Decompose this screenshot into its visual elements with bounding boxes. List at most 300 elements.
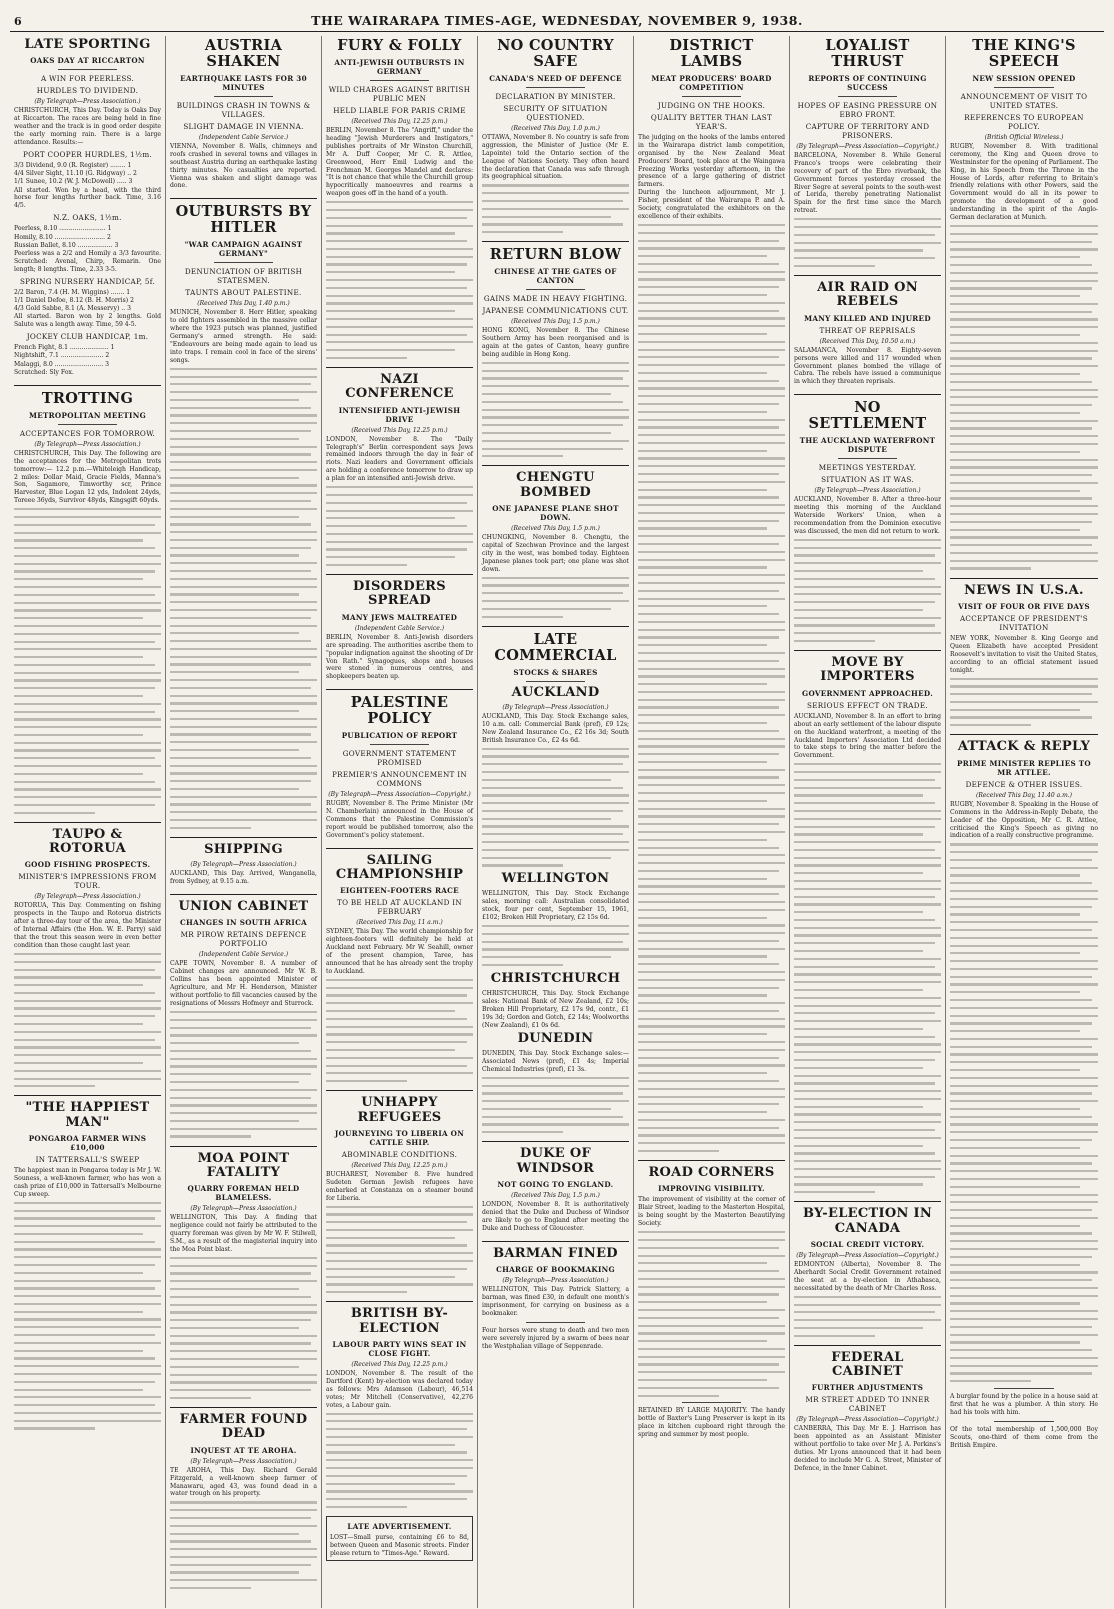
body-text: Stock Exchange sales: National Bank of New Zealand, £2 10s; Broken Hill Proprietary, £2 17s 9d, contr., £1 19s 3d; Gordon and Gotch, £2 14s; Woolworths (New Zealand), £1 0s 6d.: [482, 990, 630, 1029]
article-body: [170, 143, 317, 191]
text-continuation: [950, 678, 1098, 727]
article-body: The happiest man in Pongaroa today is Mr J. W. Souness, a well-known farmer, who has won a cash prize of £10,000 in Tattersall's Melbourne Cup sweep.: [14, 1167, 161, 1198]
section-divider: [794, 650, 941, 651]
dateline: TE AROHA, This Day.: [170, 1466, 256, 1474]
race-result: Russian Ballet, 8.10 .................. 3: [14, 241, 119, 249]
headline: RETURN BLOW: [489, 246, 622, 264]
article-body: [14, 450, 161, 505]
article-by-election-canada: [794, 1207, 941, 1336]
subheadline: EIGHTEEN-FOOTERS RACE: [340, 886, 459, 896]
headline: LATE COMMERCIAL: [494, 630, 617, 664]
text-continuation: [482, 925, 629, 966]
subheadline: JUDGING ON THE HOOKS.: [657, 100, 766, 110]
subheadline: VISIT OF FOUR OR FIVE DAYS: [958, 601, 1090, 611]
text-continuation: [14, 508, 161, 814]
headline: LATE SPORTING: [24, 37, 151, 52]
headline: SAILING CHAMPIONSHIP: [335, 852, 464, 883]
column-6: [790, 36, 946, 1608]
body-text: The "Angriff," under the heading "Jewish Murderers and Instigators," publishes portraits of Mr Winston Churchill, Mr A. Duff Cooper, Mr C. R. Attlee, Greenwood, Herr Emil Ludwig and the Frenchman M. Georges Mandel and declares: "It is not chance that while the Churchill group hypocritically manoeuvres and rearms a weapon goes off in the hand of a youth.: [326, 126, 473, 198]
credit-line: (Received This Day, 1.5 p.m.): [511, 1192, 600, 1200]
article-body: The improvement of visibility at the corner of Blair Street, leading to the Masterton Hospital, is being sought by the Masterton Beautifying Society.: [638, 1196, 785, 1228]
divider: [994, 1388, 1053, 1389]
subheadline: MANY JEWS MALTREATED: [341, 612, 458, 622]
dateline: LONDON, November 8.: [326, 435, 419, 443]
credit-line: (Received This Day, 10.50 a.m.): [819, 337, 916, 345]
article-return-blow: [482, 247, 629, 457]
filler-paragraph: Four horses were stung to death and two men were severely injured by a swarm of bees near the Westphalian village of Seppenrade.: [482, 1326, 629, 1350]
text-continuation: [326, 1206, 473, 1294]
headline: DUKE OF WINDSOR: [516, 1146, 595, 1176]
dateline: AUCKLAND, November 8.: [794, 496, 879, 504]
dateline: LONDON, November 8.: [482, 1201, 561, 1209]
subheadline: CANADA'S NEED OF DEFENCE: [489, 73, 622, 83]
headline: PALESTINE POLICY: [350, 694, 449, 728]
article-district-lambs: [638, 38, 785, 1152]
subheadline: HELD LIABLE FOR PARIS CRIME: [333, 105, 466, 115]
headline: "THE HAPPIEST MAN": [25, 1100, 150, 1130]
dateline: OTTAWA, November 8.: [482, 133, 554, 141]
race-result: Malaggi, 8.0 ......................... 3: [14, 360, 109, 368]
section-divider: [326, 689, 473, 690]
subheadline: MEAT PRODUCERS' BOARD COMPETITION: [651, 73, 772, 92]
dateline: LONDON, November 8.: [326, 1369, 406, 1377]
headline: AUSTRIA SHAKEN: [204, 37, 283, 70]
body-text: Mr E. J. Harrison has been appointed as an Assistant Minister without portfolio to take over Mr J. A. Perkins's duties. Mr Lyons announced that it had been decided to include Mr G. A. Street, Minister of Defence, in the Inner Cabinet.: [794, 1425, 941, 1473]
section-divider: [170, 894, 317, 895]
divider: [214, 262, 273, 263]
market-heading: DUNEDIN: [517, 1030, 594, 1046]
divider: [838, 458, 897, 459]
race-result: 4/3 Gold Sabbe, 8.1 (A. Messervy) .. 3: [14, 305, 131, 313]
credit-line: (By Telegraph—Press Association.): [34, 440, 141, 448]
race-result: 4/4 Silver Sight, 11.10 (G. Ridgway) .. 2: [14, 170, 137, 178]
article-duke-of-windsor: [482, 1147, 629, 1232]
credit-line: (By Telegraph—Press Association.): [190, 1205, 297, 1213]
subheadline: THE AUCKLAND WATERFRONT DISPUTE: [799, 436, 936, 455]
subheadline: ACCEPTANCE OF PRESIDENT'S INVITATION: [959, 613, 1089, 632]
dateline: CHRISTCHURCH, This Day.: [482, 990, 574, 998]
text-continuation: [794, 539, 941, 642]
dateline: CHRISTCHURCH, This Day.: [14, 449, 103, 457]
text-continuation: [794, 1296, 941, 1337]
subheadline: HURDLES TO DIVIDEND.: [36, 86, 139, 96]
article-body: [326, 127, 473, 198]
masthead: [10, 6, 1104, 32]
headline: BRITISH BY-ELECTION: [350, 1306, 449, 1336]
text-continuation: [482, 362, 629, 458]
subheadline: SOCIAL CREDIT VICTORY.: [810, 1240, 925, 1250]
subheadline: THREAT OF REPRISALS: [819, 325, 916, 335]
advert-paragraph: RETAINED BY LARGE MAJORITY. The handy bottle of Baxter's Lung Preserver is kept in its place in kitchen cupboard right through the spring and summer by most people.: [638, 1407, 785, 1439]
article-no-settlement: [794, 400, 941, 642]
subheadline: METROPOLITAN MEETING: [28, 410, 147, 420]
subheadline: DEFENCE & OTHER ISSUES.: [965, 779, 1083, 789]
credit-line: (Received This Day, 12.25 p.m.): [351, 1360, 448, 1368]
subheadline: SECURITY OF SITUATION QUESTIONED.: [503, 103, 608, 122]
subheadline: SITUATION AS IT WAS.: [821, 475, 914, 485]
subheadline: CHINESE AT THE GATES OF CANTON: [494, 267, 617, 286]
section-divider: [950, 578, 1098, 579]
headline: OUTBURSTS BY HITLER: [175, 203, 312, 237]
credit-line: (Received This Day, 1.5 p.m.): [511, 318, 600, 326]
dateline: BARCELONA, November 8.: [794, 151, 888, 159]
divider: [526, 1322, 585, 1323]
subheadline: IN TATTERSALL'S SWEEP: [35, 1155, 140, 1165]
section-divider: [170, 198, 317, 199]
text-continuation: [326, 201, 473, 359]
subheadline: PUBLICATION OF REPORT: [341, 731, 458, 741]
body-text: Commenting on fishing prospects in the Taupo and Rotorua districts after a three-day tour of the area, the Minister of Internal Affairs (the Hon. W. E. Parry) said that the trout this season were in even better condition than those caught last year.: [14, 902, 161, 950]
divider: [370, 744, 429, 745]
article-road-corners: [638, 1166, 785, 1439]
headline: BY-ELECTION IN CANADA: [802, 1206, 933, 1236]
body-text: Walls, chimneys and roofs crashed in several towns and villages in southeast Austria during an earthquake lasting thirty minutes. No casualties are reported. Vienna was shaken and slight damage was done.: [170, 142, 317, 190]
newspaper-title: THE WAIRARAPA TIMES-AGE, WEDNESDAY, NOVEMBER 9, 1938.: [311, 13, 803, 28]
subheadline: JOURNEYING TO LIBERIA ON CATTLE SHIP.: [334, 1128, 465, 1147]
subheadline: CHANGES IN SOUTH AFRICA: [180, 918, 307, 928]
article-taupo-rotorua: [14, 828, 161, 1088]
subheadline: A WIN FOR PEERLESS.: [40, 74, 135, 84]
market-body: [482, 890, 629, 922]
article-chengtu-bombed: [482, 471, 629, 617]
headline: BARMAN FINED: [493, 1245, 618, 1261]
credit-line: (By Telegraph—Press Association—Copyright.): [796, 1252, 939, 1260]
credit-line: (By Telegraph—Press Association—Copyright.): [328, 791, 471, 799]
market-body: [482, 990, 629, 1030]
body-text: While General Franco's troops were celebrating their recovery of part of the Ebro riverbank, the Government forces yesterday crossed the River Segre at several points to the south-west of Lerida, thereby penetrating Nationalist Spain for the first time since the March retreat.: [794, 151, 941, 215]
text-continuation: [326, 1413, 473, 1509]
section-divider: [482, 1141, 629, 1142]
article-barman-fined: [482, 1247, 629, 1351]
credit-line: (Independent Cable Service.): [354, 624, 445, 632]
subheadline: CHARGE OF BOOKMAKING: [496, 1265, 615, 1274]
headline: THE KING'S SPEECH: [972, 37, 1076, 70]
body-text: Patrick Slattery, a barman, was fined £30, in default one month's imprisonment, for carrying on business as a bookmaker.: [482, 1286, 629, 1317]
subheadline: FURTHER ADJUSTMENTS: [811, 1383, 924, 1393]
headline: AIR RAID ON REBELS: [817, 280, 918, 310]
article-union-cabinet: [170, 900, 317, 1138]
column-2: [166, 36, 322, 1608]
subheadline: SLIGHT DAMAGE IN VIENNA.: [183, 121, 304, 131]
dateline: RUGBY, November 8.: [950, 142, 1032, 150]
article-palestine-policy: [326, 695, 473, 839]
credit-line: (Received This Day, 1.0 p.m.): [511, 124, 600, 132]
filler-paragraph: Of the total membership of 1,500,000 Boy Scouts, one-third of them come from the British Empire.: [950, 1425, 1098, 1449]
subheadline: MINISTER'S IMPRESSIONS FROM TOUR.: [18, 872, 157, 891]
subheadline: LABOUR PARTY WINS SEAT IN CLOSE FIGHT.: [332, 1339, 467, 1358]
credit-line: (Received This Day, 11 a.m.): [356, 919, 443, 927]
section-divider: [794, 1345, 941, 1346]
body-text: The world championship for eighteen-footers will definitely be held at Auckland next February. Mr W. Seahill, owner of the present champion, Taree, has announced that he has already sent the trophy to Auckland.: [326, 928, 474, 975]
credit-line: (By Telegraph—Press Association.): [34, 98, 141, 106]
section-divider: [794, 275, 941, 276]
race-note: Scratched: Sly Fox.: [14, 368, 74, 376]
body-text: Stock Exchange sales, morning call: Australian consolidated stock, four per cent, September 15, 1961, £102; Broken Hill Proprietary, £2 15s 6d.: [482, 890, 629, 922]
race-note: All started. Baron won by 2 lengths. Gold Salute was a length away. Time, 59 4-5.: [14, 313, 161, 329]
text-continuation: [950, 225, 1098, 570]
section-divider: [482, 241, 629, 242]
article-body: [794, 347, 941, 387]
dateline: AUCKLAND, This Day.: [482, 712, 554, 720]
subheadline: ACCEPTANCES FOR TOMORROW.: [19, 428, 156, 438]
body-text: No country is safe from aggression, the Minister of Justice (Mr E. Lapointe) told the Ontario section of the League of Nations Society. They often heard the declaration that Canada was safe through its geographical situation.: [482, 133, 629, 181]
body-text: Arrived, Wanganella, from Sydney, at 9.15 a.m.: [170, 870, 317, 886]
dateline: ROTORUA, This Day.: [14, 902, 82, 910]
article-disorders-spread: [326, 580, 473, 681]
article-federal-cabinet: [794, 1351, 941, 1473]
credit-line: (Received This Day, 1.5 p.m.): [511, 525, 600, 533]
columns: [10, 36, 1104, 1608]
race-title: PORT COOPER HURDLES, 1½m.: [22, 149, 153, 159]
body-text: With traditional ceremony, the King and Queen drove to Westminster for the opening of Parliament. The King, in his Speech from the Throne in the House of Lords, after referring to Britain's friendly relations with other Powers, said the Government would do all in its power to promote the development of a good understanding in the spirit of the Anglo-German declaration at Munich.: [950, 142, 1099, 222]
subheadline: ABOMINABLE CONDITIONS.: [341, 1149, 458, 1159]
article-kings-speech: [950, 38, 1098, 570]
article-body: [794, 713, 941, 761]
article-body: [794, 152, 941, 215]
subheadline: MANY KILLED AND INJURED: [804, 313, 931, 323]
credit-line: (Independent Cable Service.): [198, 951, 289, 959]
subheadline: HOPES OF EASING PRESSURE ON EBRO FRONT.: [797, 100, 938, 119]
subheadline: QUARRY FOREMAN HELD BLAMELESS.: [187, 1184, 300, 1203]
article-no-country-safe: [482, 38, 629, 233]
dateline: RUGBY, November 8.: [950, 800, 1017, 808]
article-happiest-man: [14, 1101, 161, 1429]
subheadline: ONE JAPANESE PLANE SHOT DOWN.: [492, 504, 619, 523]
race-result: 1/1 Daniel Defoe, 8.12 (B. H. Morris) 2: [14, 296, 134, 304]
article-body: [326, 1171, 473, 1203]
subheadline: INQUEST AT TE AROHA.: [190, 1445, 297, 1455]
headline: CHENGTU BOMBED: [516, 470, 595, 500]
article-body: [482, 1286, 629, 1318]
credit-line: (By Telegraph—Press Association.): [34, 893, 141, 901]
race-note: Peerless was a 2/2 and Homily a 3/3 favourite. Scratched: Avenal, Chirp, Remarin. One length; 8 lengths. Time, 2.33 3-5.: [14, 249, 161, 273]
headline: FARMER FOUND DEAD: [179, 1412, 308, 1442]
divider: [682, 96, 741, 97]
headline: NEWS IN U.S.A.: [964, 582, 1084, 598]
article-hitler: [170, 204, 317, 829]
credit-line: (By Telegraph—Press Association—Copyright.): [796, 142, 939, 150]
column-3: [322, 36, 478, 1608]
subheadline: JAPANESE COMMUNICATIONS CUT.: [482, 306, 629, 316]
subheadline: MR STREET ADDED TO INNER CABINET: [805, 1395, 930, 1414]
market-heading: CHRISTCHURCH: [490, 970, 621, 986]
text-continuation: [482, 1077, 629, 1134]
race-result: 3/3 Dividend, 9.0 (R. Register) ........ 1: [14, 161, 132, 169]
article-body: [14, 902, 161, 950]
headline: UNHAPPY REFUGEES: [357, 1095, 442, 1125]
article-move-by-importers: [794, 656, 941, 1193]
race-results: [14, 162, 161, 187]
body-text: Five hundred Sudeten German Jewish refugees have embarked at Constanza on a steamer bound for Liberia.: [326, 1170, 474, 1202]
credit-line: (Received This Day, 1.40 p.m.): [197, 300, 290, 308]
section-divider: [170, 1407, 317, 1408]
headline: UNION CABINET: [178, 899, 309, 915]
text-continuation: [326, 486, 473, 566]
text-continuation: [170, 1011, 317, 1138]
column-5: [634, 36, 790, 1608]
subheadline: GOVERNMENT STATEMENT PROMISED: [342, 749, 457, 768]
subheadline: MR PIROW RETAINS DEFENCE PORTFOLIO: [180, 930, 307, 949]
dateline: SYDNEY, This Day.: [326, 928, 385, 936]
body-text: In an effort to bring about an early settlement of the labour dispute on the Auckland waterfront, a meeting of the Auckland Importers' Association Ltd decided to take steps to bring the matter before the Government.: [794, 712, 942, 760]
body-text: Stock Exchange sales:—Associated News (pref), £1 4s; Imperial Chemical Industries (pref), £1 3s.: [482, 1050, 629, 1073]
column-1: [10, 36, 166, 1608]
article-body: [170, 309, 317, 364]
text-continuation: [170, 1501, 317, 1589]
body-text: The result of the Dartford (Kent) by-election was declared today as follows: Mrs Adamson (Labour), 46,514 votes; Mr Mitchell (Conservative), 42,276 votes, a Labour gain.: [326, 1369, 474, 1409]
article-body: [482, 534, 629, 574]
article-body: [794, 1425, 941, 1473]
subheadline: PRIME MINISTER REPLIES TO MR ATTLEE.: [957, 758, 1091, 777]
body-text: Speaking in the House of Commons in the Address-in-Reply Debate, the Leader of the Opposition, Mr C. R. Attlee, criticised the King's Speech as giving no indication of a really constructive programme.: [950, 800, 1098, 840]
divider: [214, 96, 273, 97]
body-text: Anti-Jewish disorders are spreading. The authorities ascribe them to "popular indignation against the shooting of Dr Von Rath." Synagogues, shops and houses were stoned in numerous centres, and shopkeepers beaten up.: [326, 633, 473, 681]
dateline: MUNICH, November 8.: [170, 309, 246, 317]
subheadline: ANNOUNCEMENT OF VISIT TO UNITED STATES.: [960, 91, 1088, 110]
article-body: [170, 1467, 317, 1499]
market-heading: AUCKLAND: [511, 684, 600, 700]
column-7: [946, 36, 1102, 1608]
article-body: [14, 107, 161, 147]
headline: NO SETTLEMENT: [808, 399, 927, 433]
column-4: [478, 36, 634, 1608]
text-continuation: [482, 748, 629, 867]
article-shipping: [170, 843, 317, 886]
subheadline: PREMIER'S ANNOUNCEMENT IN COMMONS: [332, 770, 467, 789]
section-divider: [14, 385, 161, 386]
body-text: A number of Cabinet changes are announced. Mr W. B. Collins has been appointed Minister of Agriculture, and Mr H. Henderson, Minister without portfolio to fill vacancies caused by the resignations of Messrs Hofmeyr and Sturrock.: [170, 960, 318, 1008]
article-body: [326, 436, 473, 484]
dateline: HONG KONG, November 8.: [482, 327, 581, 335]
article-air-raid: [794, 281, 941, 386]
headline: MOA POINT FATALITY: [197, 1150, 290, 1180]
credit-line: (By Telegraph—Press Association.): [502, 703, 609, 711]
text-continuation: [14, 1202, 161, 1430]
subheadline: NOT GOING TO ENGLAND.: [497, 1180, 614, 1190]
headline: DISTRICT LAMBS: [669, 37, 754, 70]
article-farmer-found-dead: [170, 1413, 317, 1589]
subheadline: "WAR CAMPAIGN AGAINST GERMANY": [184, 240, 303, 259]
headline: TROTTING: [41, 389, 134, 407]
text-continuation: [482, 184, 629, 233]
subheadline: EARTHQUAKE LASTS FOR 30 MINUTES: [180, 73, 307, 92]
headline: ATTACK & REPLY: [957, 739, 1091, 755]
credit-line: (Independent Cable Service.): [198, 133, 289, 141]
divider: [58, 69, 117, 70]
subheadline: IMPROVING VISIBILITY.: [658, 1184, 765, 1194]
dateline: SALAMANCA, November 8.: [794, 346, 893, 354]
subheadline: PONGAROA FARMER WINS £10,000: [28, 1134, 147, 1153]
body-text: Eighty-seven persons were killed and 117 wounded when Government planes bombed the village of Cabra. The rebels have issued a communique in which they threaten reprisals.: [794, 346, 942, 386]
article-news-in-usa: [950, 584, 1098, 727]
divider: [838, 96, 897, 97]
text-continuation: [638, 224, 785, 1152]
subheadline: WILD CHARGES AGAINST BRITISH PUBLIC MEN: [328, 84, 471, 103]
market-body: [482, 713, 629, 745]
race-results: [14, 344, 161, 369]
credit-line: (By Telegraph—Press Association.): [814, 487, 921, 495]
article-body: [170, 870, 317, 886]
article-body: During the luncheon adjournment, Mr J. Fisher, president of the Wairarapa P. and A. Society, congratulated the exhibitors on the excellence of their exhibits.: [638, 189, 785, 221]
credit-line: (By Telegraph—Press Association.): [190, 861, 297, 869]
text-continuation: [170, 1257, 317, 1399]
dateline: CHUNGKING, November 8.: [482, 534, 578, 542]
race-title: JOCKEY CLUB HANDICAP, 1m.: [26, 332, 149, 342]
article-body: [170, 960, 317, 1008]
credit-line: (By Telegraph—Press Association.): [190, 1457, 297, 1465]
article-late-commercial: [482, 632, 629, 1134]
article-body: [326, 634, 473, 682]
race-result: Homily, 8.10 .......................... 2: [14, 233, 111, 241]
dateline: VIENNA, November 8.: [170, 142, 246, 150]
headline: SHIPPING: [204, 842, 283, 858]
late-advertisement: [326, 1516, 473, 1561]
article-sailing: [326, 854, 473, 1082]
dateline: DUNEDIN, This Day.: [482, 1050, 549, 1057]
headline: TAUPO & ROTORUA: [48, 826, 127, 857]
section-divider: [170, 837, 317, 838]
subheadline: GAINS MADE IN HEAVY FIGHTING.: [483, 294, 628, 304]
section-divider: [482, 465, 629, 466]
dateline: WELLINGTON, This Day.: [170, 1214, 258, 1222]
divider: [526, 681, 585, 682]
subheadline: REFERENCES TO EUROPEAN POLICY.: [964, 112, 1084, 131]
dateline: AUCKLAND, This Day.: [170, 870, 245, 878]
headline: NO COUNTRY SAFE: [497, 37, 614, 70]
body-text: After a three-hour meeting this morning of the Auckland Waterside Workers' Union, when a recommendation from the Dominion executive was discussed, the men did not return to work.: [794, 496, 941, 535]
dateline: RUGBY, November 8.: [326, 800, 394, 808]
article-body: [326, 928, 473, 976]
headline: LOYALIST THRUST: [825, 37, 910, 70]
article-body: [482, 134, 629, 182]
subheadline: REPORTS OF CONTINUING SUCCESS: [808, 73, 927, 92]
article-body: [794, 496, 941, 536]
body-text: The Aberhardt Social Credit Government retained the seat at a by-election in Athabasca, necessitated by the death of Mr Charles Ross.: [794, 1261, 941, 1292]
subheadline: DENUNCIATION OF BRITISH STATESMEN.: [184, 267, 303, 286]
section-divider: [482, 626, 629, 627]
headline: MOVE BY IMPORTERS: [820, 655, 915, 685]
subheadline: OAKS DAY AT RICCARTON: [30, 56, 145, 66]
section-divider: [638, 1160, 785, 1161]
text-continuation: [170, 368, 317, 829]
subheadline: TO BE HELD AT AUCKLAND IN FEBRUARY: [336, 898, 463, 917]
credit-line: (By Telegraph—Press Association—Copyright.): [796, 1416, 939, 1424]
article-nazi-conference: [326, 373, 473, 566]
body-text: It is authoritatively denied that the Duke and Duchess of Windsor are likely to go to England after meeting the Duke and Duchess of Gloucester.: [482, 1201, 629, 1232]
subheadline: DECLARATION BY MINISTER.: [495, 91, 616, 101]
race-result: 2/2 Baron, 7.4 (H. M. Wiggins) ....... 1: [14, 288, 131, 296]
subheadline: TAUNTS ABOUT PALESTINE.: [185, 288, 302, 298]
page-number: 6: [14, 15, 22, 28]
dateline: CANBERRA, This Day.: [794, 1425, 866, 1433]
dateline: WELLINGTON, This Day.: [482, 890, 569, 898]
text-continuation: [14, 953, 161, 1087]
section-divider: [14, 1095, 161, 1096]
dateline: EDMONTON (Alberta), November 8.: [794, 1261, 923, 1269]
body-text: The Prime Minister (Mr N. Chamberlain) announced in the House of Commons that the Palestine Commission's report would be published tomorrow, also the Government's policy statement.: [326, 800, 473, 839]
dateline: BERLIN, November 8.: [326, 126, 396, 134]
body-text: Chengtu, the capital of Szechwan Province and the largest city in the west, was bombed today. Eighteen Japanese planes took part; one plane was shot down.: [482, 534, 629, 573]
article-body: [326, 800, 473, 840]
subheadline: GOOD FISHING PROSPECTS.: [24, 860, 151, 870]
section-divider: [326, 848, 473, 849]
section-divider: [482, 1241, 629, 1242]
text-continuation: [482, 577, 629, 618]
article-unhappy-refugees: [326, 1096, 473, 1293]
dateline: AUCKLAND, November 8.: [794, 712, 876, 720]
race-results: [14, 289, 161, 314]
text-continuation: [638, 1231, 785, 1397]
